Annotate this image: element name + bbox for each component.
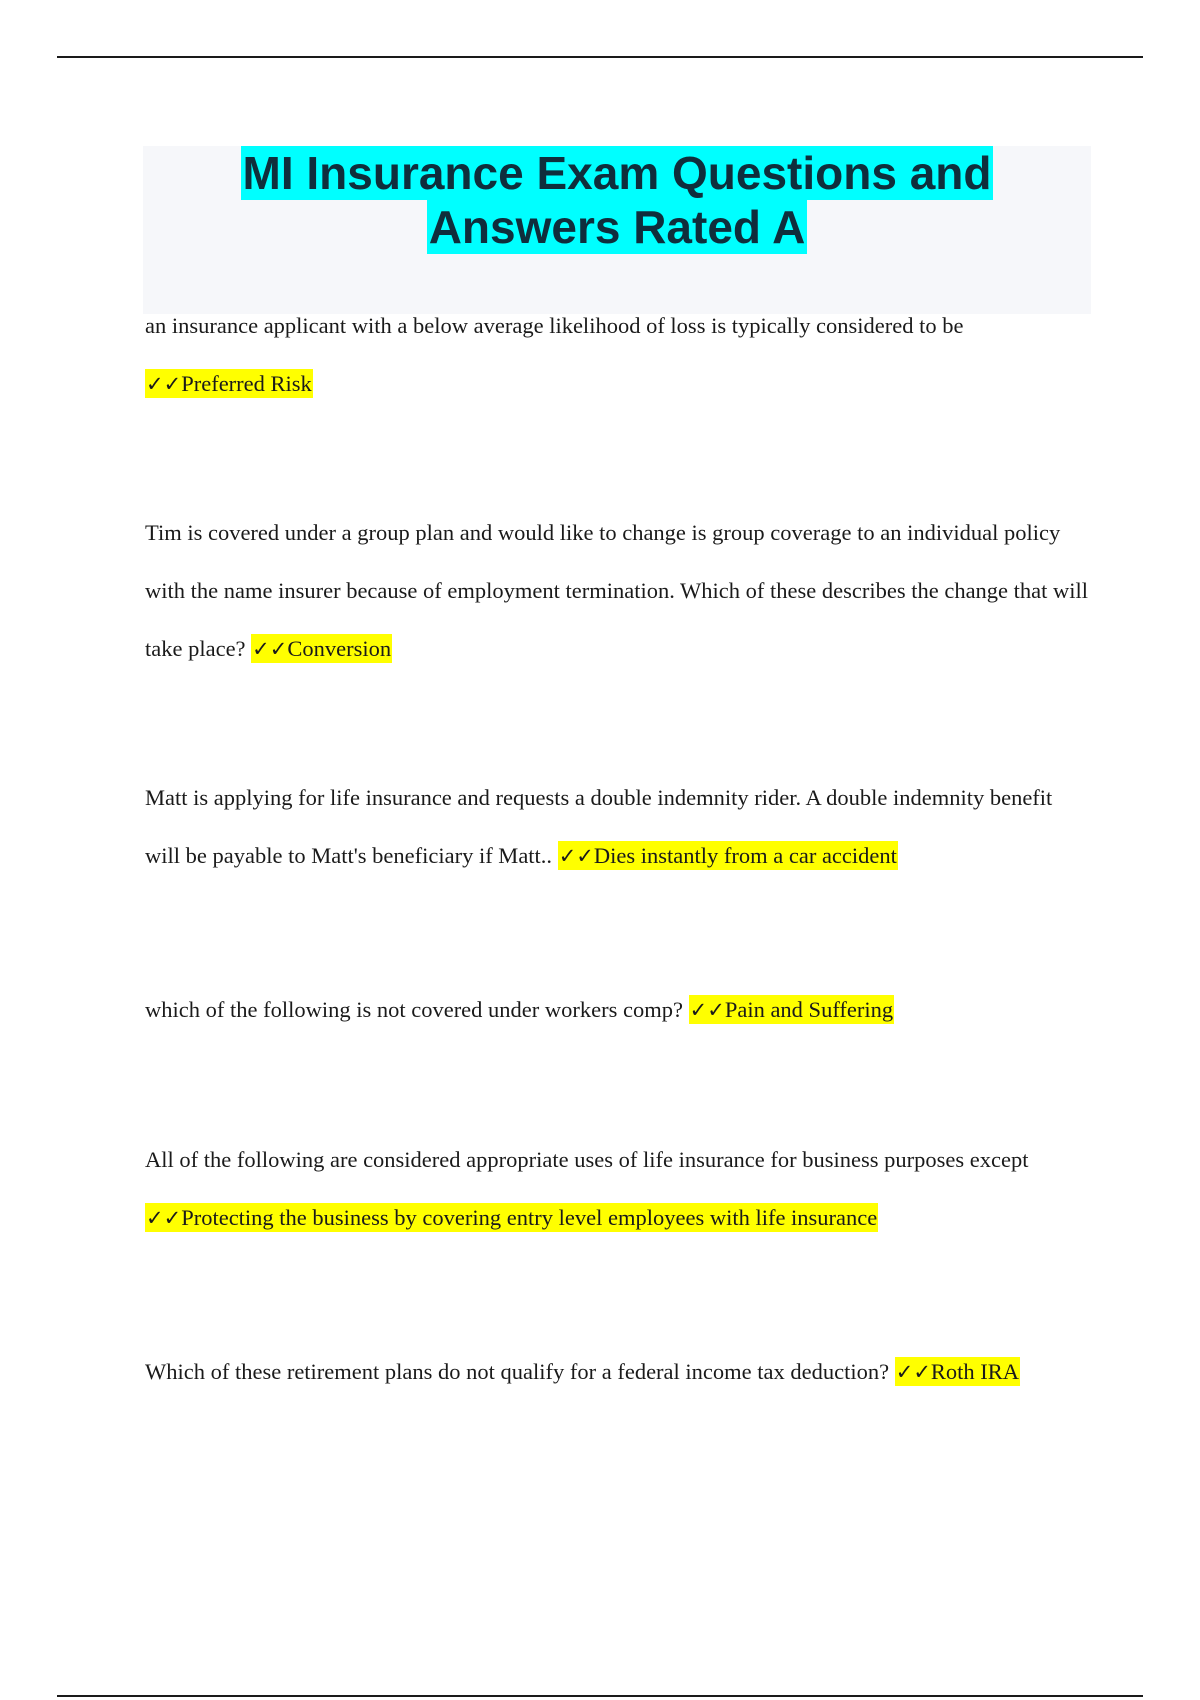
question-text: Matt is applying for life insurance and requests a double indemnity rider. A double indemnity benefit will be payable to Matt's beneficiary if Matt.. [145,785,1053,868]
answer-highlight [251,634,392,663]
question-text: Which of these retirement plans do not qualify for a federal income tax deduction? [145,1359,890,1384]
answer-text: Roth IRA [930,1359,1020,1384]
answer-highlight [689,995,895,1024]
check-mark-icon: ✓✓ [689,998,725,1022]
answer-text: Pain and Suffering [724,997,894,1022]
question-text: an insurance applicant with a below average likelihood of loss is typically considered to be [145,313,964,338]
answer-highlight [145,369,313,398]
qa-item-4 [145,981,1090,1039]
title-block [143,146,1091,314]
answer-text: Preferred Risk [181,371,312,396]
qa-item-5 [145,1131,1090,1247]
check-mark-icon: ✓✓ [895,1360,931,1384]
answer-highlight [145,1203,878,1232]
qa-item-3 [145,769,1090,885]
qa-item-1 [145,297,1090,413]
check-mark-icon: ✓✓ [146,1206,182,1230]
check-mark-icon: ✓✓ [252,637,288,661]
answer-text: Protecting the business by covering entry level employees with life insurance [181,1205,878,1230]
question-text: Tim is covered under a group plan and would like to change is group coverage to an individual policy with the name insurer because of employment termination. Which of these describes the change that will take place? [145,520,1089,661]
question-text: All of the following are considered appropriate uses of life insurance for business purposes except [145,1147,1029,1172]
qa-item-2 [145,504,1090,678]
bottom-rule [57,1695,1143,1697]
check-mark-icon: ✓✓ [146,372,182,396]
top-rule [57,56,1143,58]
answer-text: Conversion [287,636,392,661]
answer-highlight [895,1357,1020,1386]
document-title-line-2: Answers Rated A [428,201,806,253]
question-text: which of the following is not covered under workers comp? [145,997,683,1022]
check-mark-icon: ✓✓ [558,844,594,868]
answer-text: Dies instantly from a car accident [593,843,897,868]
answer-highlight [558,841,898,870]
document-title-line-1: MI Insurance Exam Questions and [242,147,992,199]
qa-item-6 [145,1343,1095,1401]
